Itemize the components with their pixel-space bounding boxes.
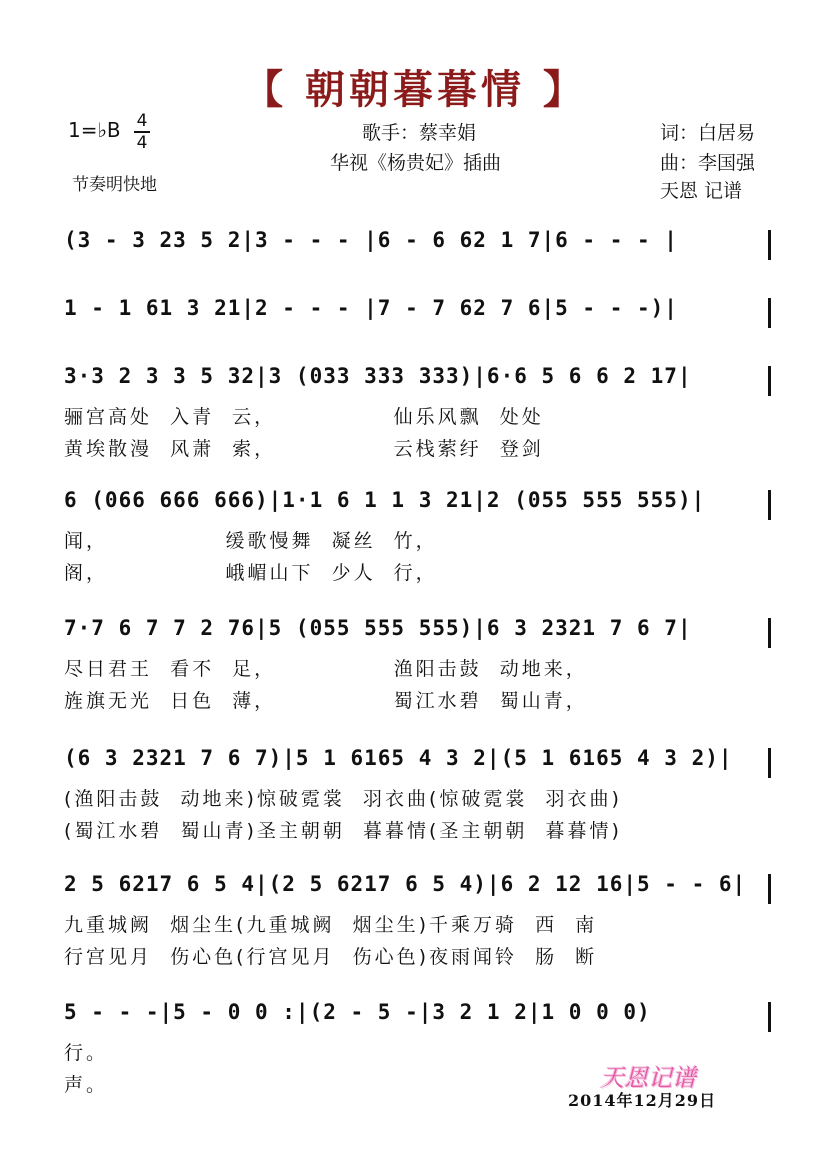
lyric-line: 尽日君王 看不 足， 渔阳击鼓 动地来， — [64, 658, 588, 680]
barline — [768, 230, 771, 260]
notation-line: 2 5 6217 6 5 4|(2 5 6217 6 5 4)|6 2 12 16|5 - - 6| — [64, 872, 747, 896]
lyric-line: (渔阳击鼓 动地来)惊破霓裳 羽衣曲(惊破霓裳 羽衣曲) — [64, 788, 622, 810]
transcription-date: 2014年12月29日 — [568, 1091, 717, 1110]
time-signature-bottom: 4 — [136, 133, 148, 153]
barline — [768, 490, 771, 520]
barline — [768, 366, 771, 396]
lyric-line: 阁， 峨嵋山下 少人 行， — [64, 562, 438, 584]
notation-line: 1 - 1 61 3 21|2 - - - |7 - 7 62 7 6|5 - - -)| — [64, 296, 678, 320]
lyric-line: (蜀江水碧 蜀山青)圣主朝朝 暮暮情(圣主朝朝 暮暮情) — [64, 820, 622, 842]
lyric-line: 骊宫高处 入青 云， 仙乐风飘 处处 — [64, 406, 544, 428]
key-signature: 1=♭B — [68, 118, 121, 142]
notation-line: 6 (066 666 666)|1·1 6 1 1 3 21|2 (055 555 555)| — [64, 488, 706, 512]
transcriber-stamp: 天恩记谱 — [600, 1064, 696, 1092]
barline — [768, 874, 771, 904]
transcriber-credit: 天恩 记谱 — [660, 180, 743, 202]
notation-line: 3·3 2 3 3 5 32|3 (033 333 333)|6·6 5 6 6 2 17| — [64, 364, 692, 388]
lyric-line: 九重城阙 烟尘生(九重城阙 烟尘生)千乘万骑 西 南 — [64, 914, 598, 936]
lyric-line: 行。 — [64, 1042, 109, 1064]
time-signature-top: 4 — [136, 111, 148, 131]
notation-line: (6 3 2321 7 6 7)|5 1 6165 4 3 2|(5 1 6165 4 3 2)| — [64, 746, 733, 770]
barline — [768, 298, 771, 328]
notation-line: 7·7 6 7 7 2 76|5 (055 555 555)|6 3 2321 7 6 7| — [64, 616, 692, 640]
page-title: 【 朝朝暮暮情 】 — [243, 67, 587, 113]
lyric-line: 旌旗无光 日色 薄， 蜀江水碧 蜀山青， — [64, 690, 588, 712]
lyric-line: 闻， 缓歌慢舞 凝丝 竹， — [64, 530, 438, 552]
tempo-marking: 节奏明快地 — [72, 175, 157, 195]
lyric-line: 声。 — [64, 1074, 109, 1096]
barline — [768, 1002, 771, 1032]
lyric-line: 行宫见月 伤心色(行宫见月 伤心色)夜雨闻铃 肠 断 — [64, 946, 598, 968]
notation-line: 5 - - -|5 - 0 0 :|(2 - 5 -|3 2 1 2|1 0 0 0) — [64, 1000, 651, 1024]
composer-credit: 曲：李国强 — [660, 152, 756, 174]
lyricist-credit: 词：白居易 — [660, 122, 756, 144]
notation-line: (3 - 3 23 5 2|3 - - - |6 - 6 62 1 7|6 - - - | — [64, 228, 678, 252]
time-signature — [134, 112, 150, 152]
barline — [768, 618, 771, 648]
source-credit: 华视《杨贵妃》插曲 — [330, 152, 502, 174]
singer-credit: 歌手：蔡幸娟 — [362, 122, 477, 144]
lyric-line: 黄埃散漫 风萧 索， 云栈萦纡 登剑 — [64, 438, 544, 460]
barline — [768, 748, 771, 778]
